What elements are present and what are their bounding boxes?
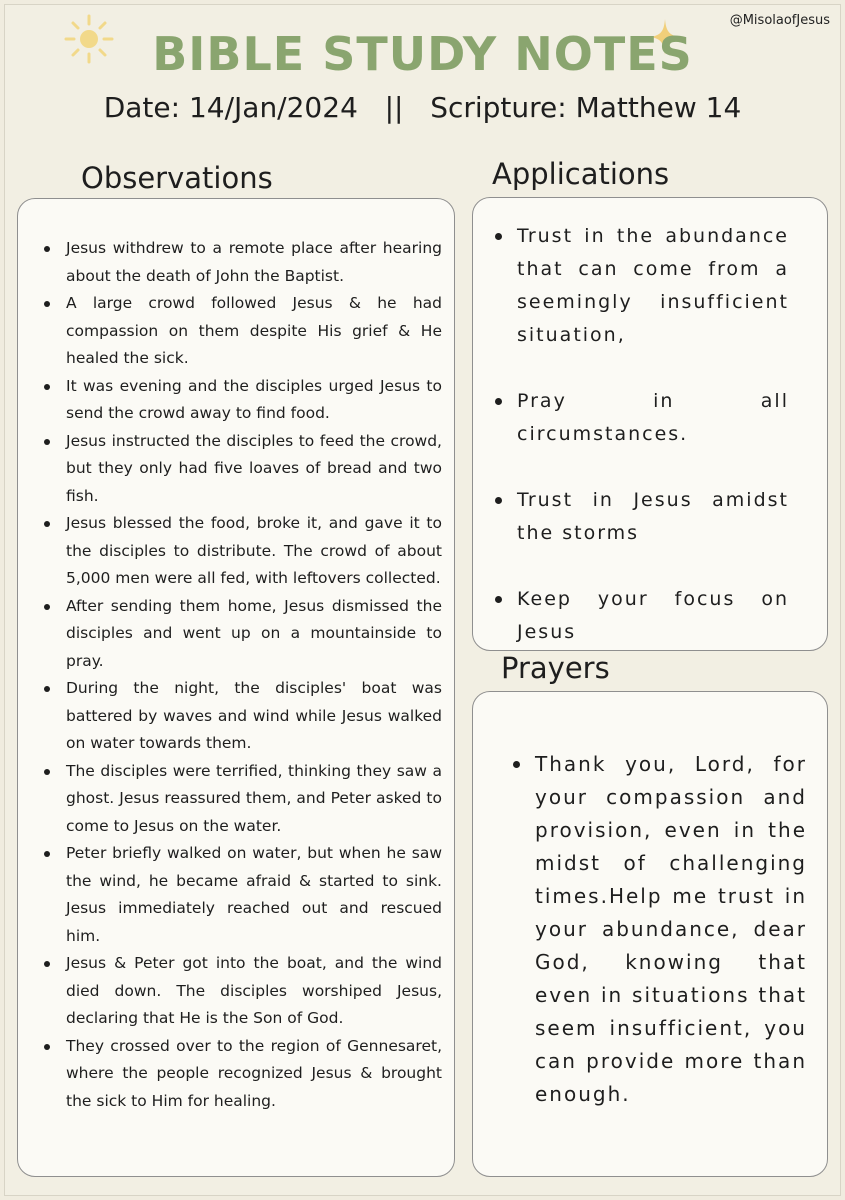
page-title: BIBLE STUDY NOTES (152, 27, 693, 81)
applications-list (517, 220, 789, 649)
separator: || (384, 91, 404, 124)
list-item: A large crowd followed Jesus & he had compassion on them despite His grief & He healed the sick. (66, 290, 442, 373)
applications-heading: Applications (492, 157, 670, 191)
observations-heading: Observations (81, 161, 273, 195)
list-item: It was evening and the disciples urged Jesus to send the crowd away to find food. (66, 373, 442, 428)
list-item: Peter briefly walked on water, but when he saw the wind, he became afraid & started to sink. Jesus immediately reached out and rescued him. (66, 840, 442, 950)
list-item: During the night, the disciples' boat was battered by waves and wind while Jesus walked on water towards them. (66, 675, 442, 758)
list-item: Keep your focus on Jesus (517, 583, 789, 649)
list-item: Trust in Jesus amidst the storms (517, 484, 789, 550)
prayers-heading: Prayers (501, 651, 610, 685)
list-item: They crossed over to the region of Gennesaret, where the people recognized Jesus & brought the sick to Him for healing. (66, 1033, 442, 1116)
observations-card (17, 198, 455, 1177)
prayers-list (535, 748, 807, 1111)
list-item: Jesus blessed the food, broke it, and gave it to the disciples to distribute. The crowd of about 5,000 men were all fed, with leftovers collected. (66, 510, 442, 593)
page-subtitle (5, 91, 840, 124)
list-item: Jesus withdrew to a remote place after hearing about the death of John the Baptist. (66, 235, 442, 290)
date-label: Date: 14/Jan/2024 (103, 91, 358, 124)
list-item: Jesus & Peter got into the boat, and the wind died down. The disciples worshiped Jesus, declaring that He is the Son of God. (66, 950, 442, 1033)
observations-list (32, 235, 442, 1115)
prayers-card (472, 691, 828, 1177)
study-notes-page (4, 4, 841, 1196)
author-handle: @MisolaofJesus (729, 13, 830, 28)
list-item: Trust in the abundance that can come from a seemingly insufficient situation, (517, 220, 789, 352)
list-item: Jesus instructed the disciples to feed the crowd, but they only had five loaves of bread and two fish. (66, 428, 442, 511)
applications-card (472, 197, 828, 651)
list-item: Pray in all circumstances. (517, 385, 789, 451)
scripture-label: Scripture: Matthew 14 (430, 91, 742, 124)
list-item: Thank you, Lord, for your compassion and provision, even in the midst of challenging times.Help me trust in your abundance, dear God, knowing that even in situations that seem insufficient, you can provide more than enough. (535, 748, 807, 1111)
list-item: The disciples were terrified, thinking they saw a ghost. Jesus reassured them, and Peter asked to come to Jesus on the water. (66, 758, 442, 841)
list-item: After sending them home, Jesus dismissed the disciples and went up on a mountainside to pray. (66, 593, 442, 676)
